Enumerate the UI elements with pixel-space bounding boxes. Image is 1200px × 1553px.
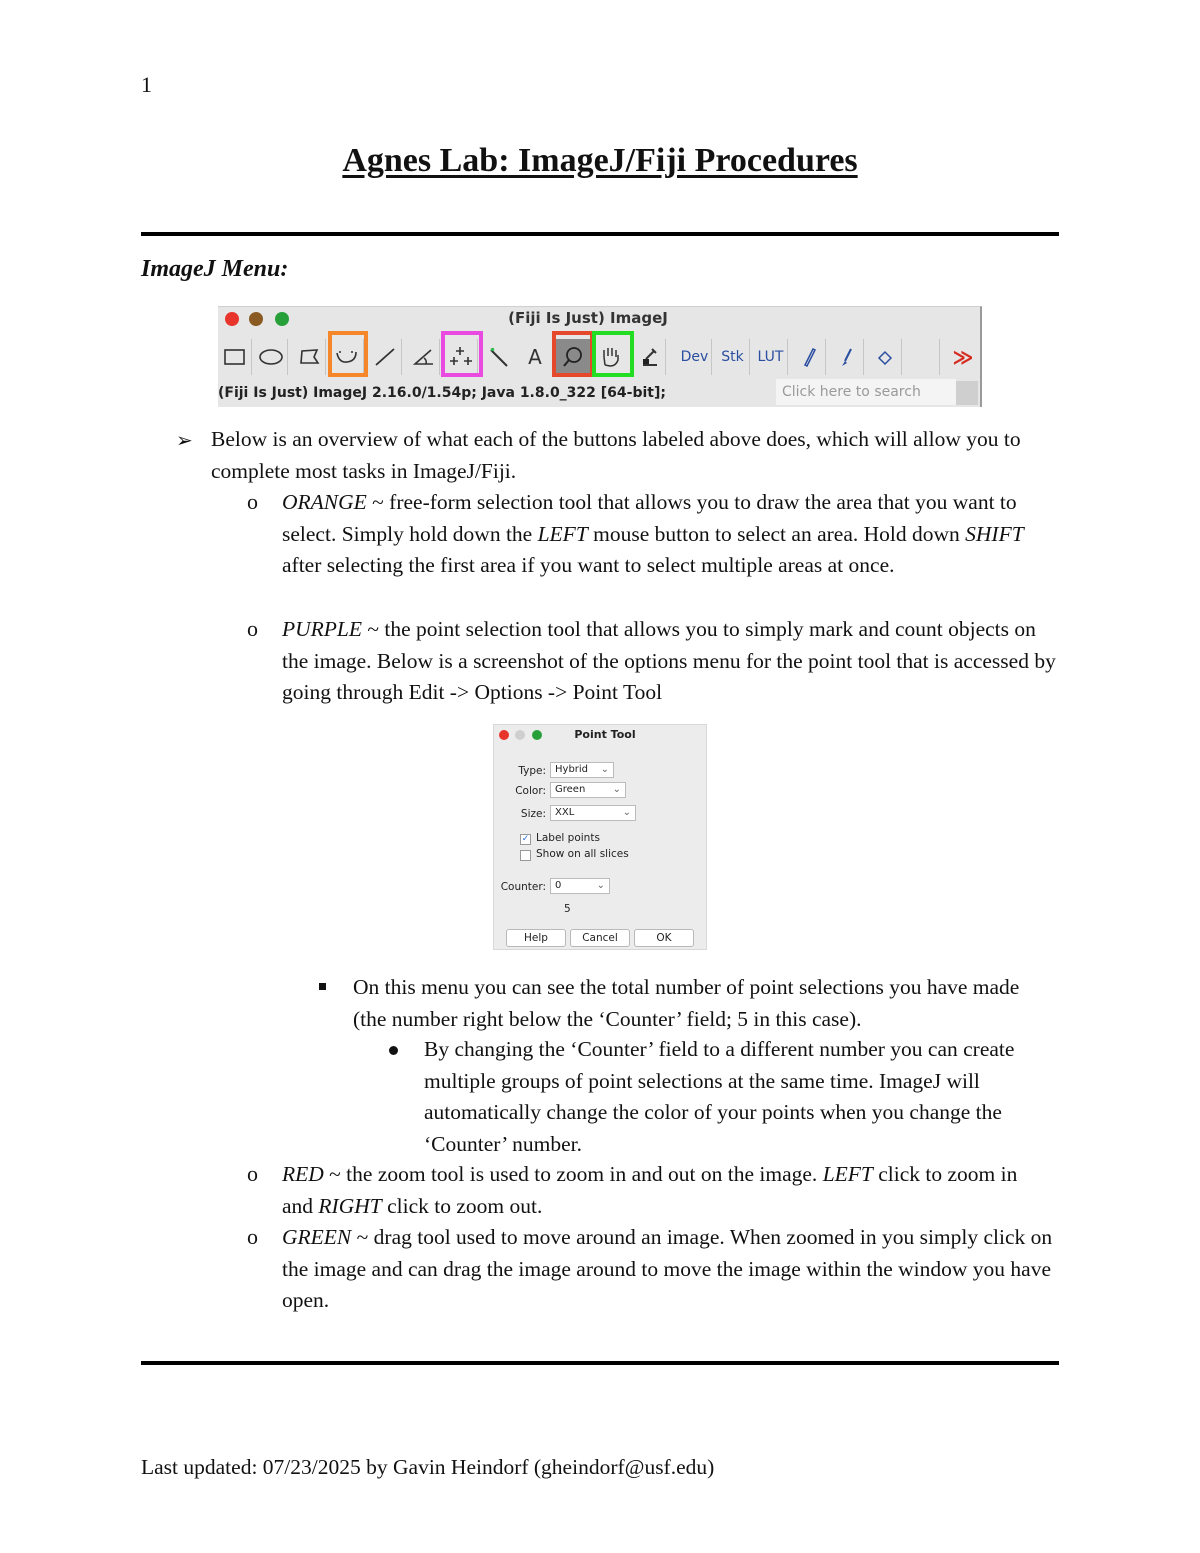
intro-paragraph: Below is an overview of what each of the buttons labeled above does, which will allow you to complete most tasks in ImageJ/Fiji. (211, 427, 1021, 483)
green-highlight (592, 331, 634, 377)
search-field: Click here to search (776, 379, 956, 405)
red-item: RED ~ the zoom tool is used to zoom in and out on the image. LEFT click to zoom in and RIGHT click to zoom out. (282, 1162, 1018, 1218)
status-bar-text: (Fiji Is Just) ImageJ 2.16.0/1.54p; Java 1.8.0_322 [64-bit]; (218, 385, 666, 401)
help-button: Help (506, 929, 566, 947)
label-points-checkbox: ✓ (521, 834, 530, 844)
circle-bullet-icon: o (247, 1161, 258, 1186)
size-select: XXL ⌄ (550, 805, 636, 821)
dropper-tool-icon (632, 339, 666, 375)
show-all-slices-checkbox (520, 850, 531, 861)
flood-fill-tool-icon (868, 339, 902, 375)
counter-label: Counter: (500, 881, 546, 893)
line-tool-icon (368, 339, 402, 375)
dialog-title: Point Tool (574, 728, 636, 741)
counter-note: On this menu you can see the total number of point selections you have made (the number right below the ‘Counter’ field; 5 in this case). (353, 975, 1020, 1031)
arrow-bullet-icon: ➢ (176, 430, 193, 452)
counter-select: 0 ⌄ (550, 878, 610, 894)
fiji-window-title: (Fiji Is Just) ImageJ (508, 309, 668, 327)
fiji-toolbar-screenshot (218, 306, 982, 407)
wand-tool-icon (482, 339, 516, 375)
angle-tool-icon (406, 339, 440, 375)
orange-highlight (328, 331, 368, 377)
point-count: 5 (564, 903, 571, 915)
cancel-button: Cancel (570, 929, 630, 947)
bottom-rule (141, 1361, 1059, 1365)
green-item: GREEN ~ drag tool used to move around an image. When zoomed in you simply click on the image and can drag the image around to move the image within the window you have open. (282, 1225, 1053, 1312)
oval-tool-icon (254, 339, 288, 375)
top-rule (141, 232, 1059, 236)
orange-item: ORANGE ~ free-form selection tool that allows you to draw the area that you want to select. Simply hold down the LEFT mouse button to select an area. Hold down SHIFT after selecting the first area if you want to select multiple areas at once. (282, 490, 1024, 577)
color-select: Green ⌄ (550, 782, 626, 798)
rectangle-tool-icon (218, 339, 252, 375)
circle-bullet-icon: o (247, 489, 258, 514)
show-all-slices-label: Show on all slices (536, 848, 629, 860)
label-points-label: Label points (536, 832, 600, 844)
empty-slot (906, 339, 940, 375)
text-tool-icon: A (528, 345, 542, 369)
purple-item: PURPLE ~ the point selection tool that allows you to simply mark and count objects on the image. Below is a screenshot of the options menu for the point tool that is accessed by going through Edit -> Options -> Point Tool (282, 617, 1056, 704)
section-heading: ImageJ Menu: (141, 256, 289, 282)
polygon-tool-icon (292, 339, 326, 375)
counter-groups-note: By changing the ‘Counter’ field to a different number you can create multiple groups of point selections at the same time. ImageJ will automatically change the color of your points when you change the ‘Counter’ number. (424, 1037, 1015, 1156)
type-label: Type: (518, 765, 546, 777)
point-tool-dialog-screenshot (493, 724, 707, 950)
footer-last-updated: Last updated: 07/23/2025 by Gavin Heindorf (gheindorf@usf.edu) (141, 1455, 715, 1479)
circle-bullet-icon: o (247, 616, 258, 641)
dev-menu-icon: Dev (678, 339, 712, 375)
purple-highlight (441, 331, 483, 377)
page-title: Agnes Lab: ImageJ/Fiji Procedures (342, 142, 858, 179)
ok-button: OK (634, 929, 694, 947)
square-bullet-icon (319, 983, 326, 990)
stk-menu-icon: Stk (716, 339, 750, 375)
dot-bullet-icon (389, 1046, 398, 1055)
pencil-tool-icon (792, 339, 826, 375)
color-label: Color: (515, 785, 546, 797)
more-tools-icon: ≫ (952, 345, 974, 369)
circle-bullet-icon: o (247, 1224, 258, 1249)
size-label: Size: (520, 808, 546, 820)
type-select: Hybrid ⌄ (550, 762, 614, 778)
page-number: 1 (141, 72, 152, 97)
red-highlight (552, 331, 594, 377)
search-scrollbox (956, 381, 978, 405)
lut-menu-icon: LUT (754, 339, 788, 375)
brush-tool-icon (830, 339, 864, 375)
